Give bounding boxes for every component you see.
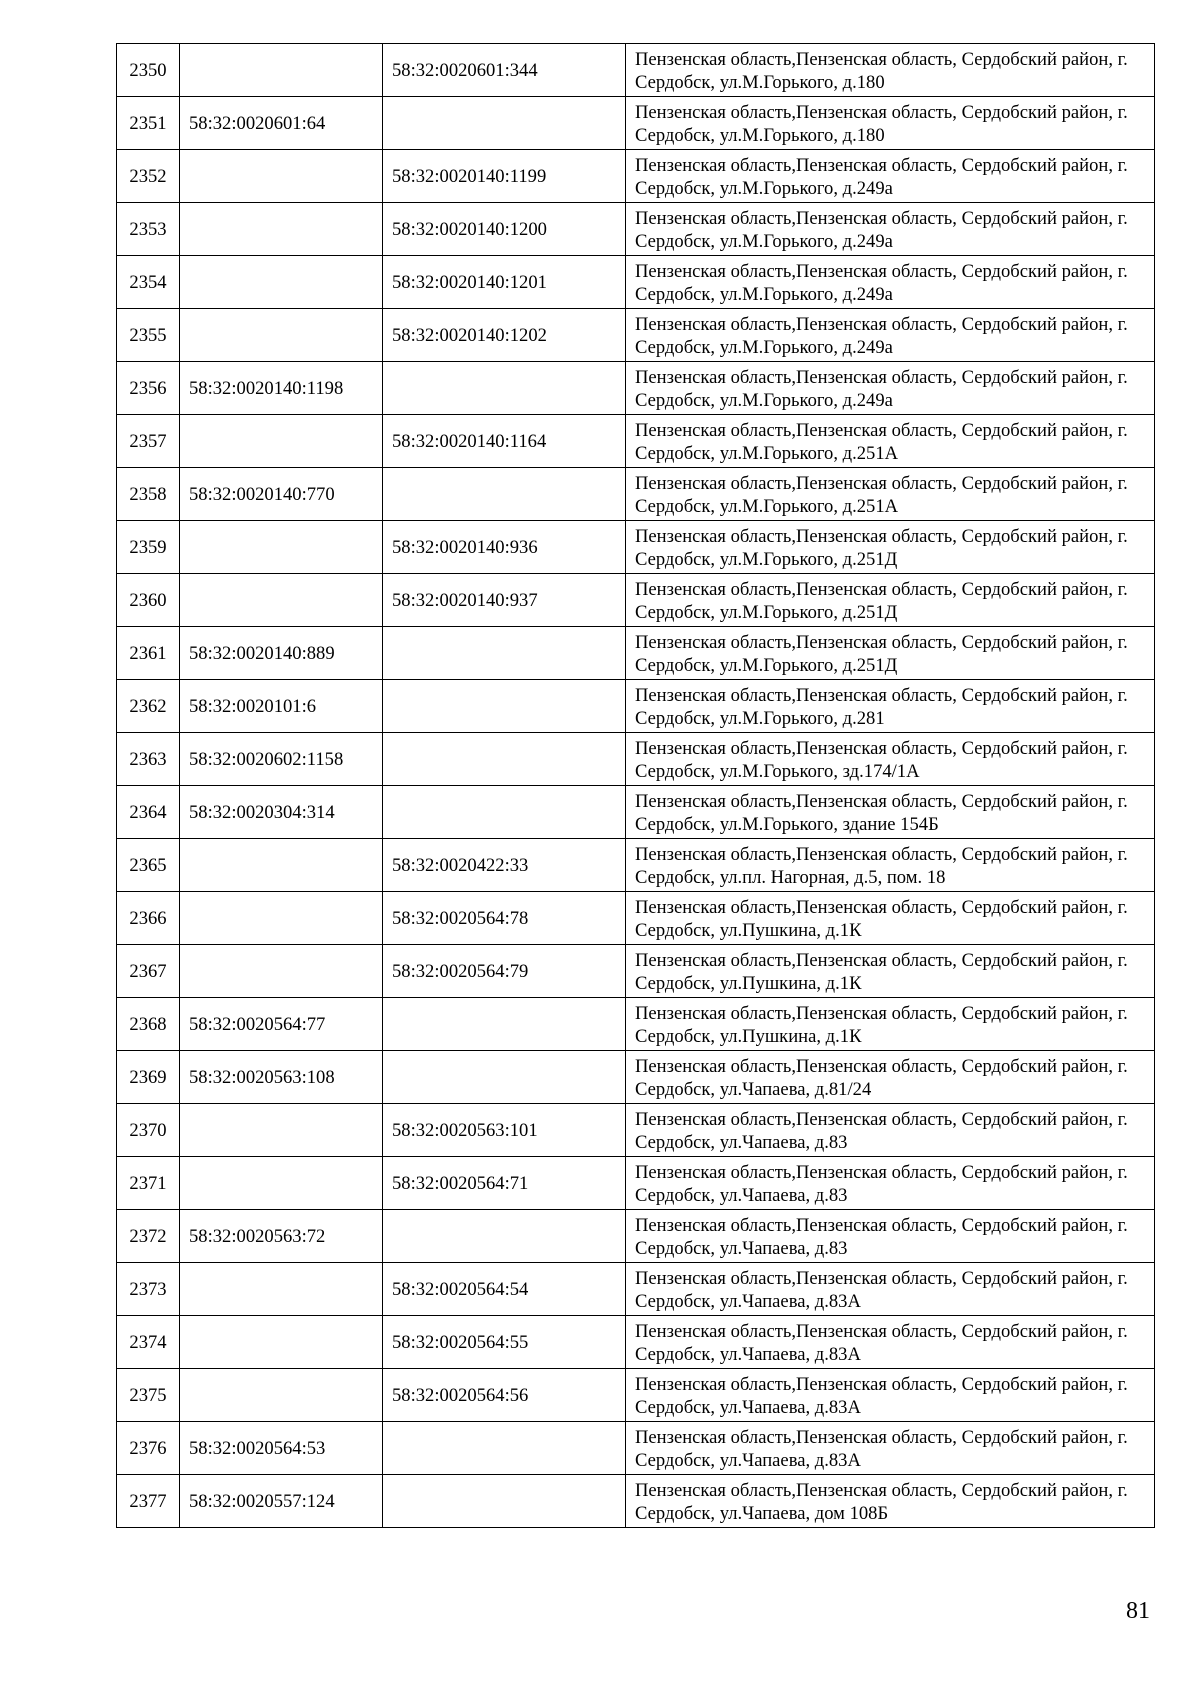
parcel-cadastral-number-cell: 58:32:0020304:314 <box>180 786 383 839</box>
parcel-cadastral-number-cell: 58:32:0020602:1158 <box>180 733 383 786</box>
object-cadastral-number-cell: 58:32:0020564:54 <box>383 1263 626 1316</box>
address-cell: Пензенская область,Пензенская область, Сердобский район, г. Сердобск, ул.Чапаева, д.81/24 <box>626 1051 1155 1104</box>
row-number-cell: 2372 <box>117 1210 180 1263</box>
row-number-cell: 2369 <box>117 1051 180 1104</box>
row-number-cell: 2351 <box>117 97 180 150</box>
object-cadastral-number-cell <box>383 627 626 680</box>
row-number-cell: 2358 <box>117 468 180 521</box>
object-cadastral-number-cell: 58:32:0020140:1201 <box>383 256 626 309</box>
property-registry-table <box>116 43 1155 1528</box>
table-row <box>117 574 1155 627</box>
table-row <box>117 839 1155 892</box>
object-cadastral-number-cell: 58:32:0020564:56 <box>383 1369 626 1422</box>
address-cell: Пензенская область,Пензенская область, Сердобский район, г. Сердобск, ул.Чапаева, д.83А <box>626 1369 1155 1422</box>
object-cadastral-number-cell <box>383 1422 626 1475</box>
address-cell: Пензенская область,Пензенская область, Сердобский район, г. Сердобск, ул.М.Горького, д.249а <box>626 150 1155 203</box>
table-row <box>117 733 1155 786</box>
object-cadastral-number-cell: 58:32:0020563:101 <box>383 1104 626 1157</box>
parcel-cadastral-number-cell <box>180 256 383 309</box>
table-row <box>117 256 1155 309</box>
address-cell: Пензенская область,Пензенская область, Сердобский район, г. Сердобск, ул.М.Горького, зд.174/1А <box>626 733 1155 786</box>
address-cell: Пензенская область,Пензенская область, Сердобский район, г. Сердобск, ул.Пушкина, д.1К <box>626 892 1155 945</box>
address-cell: Пензенская область,Пензенская область, Сердобский район, г. Сердобск, ул.М.Горького, д.249а <box>626 203 1155 256</box>
address-cell: Пензенская область,Пензенская область, Сердобский район, г. Сердобск, ул.Чапаева, д.83А <box>626 1422 1155 1475</box>
table-row <box>117 309 1155 362</box>
address-cell: Пензенская область,Пензенская область, Сердобский район, г. Сердобск, ул.Чапаева, д.83А <box>626 1316 1155 1369</box>
row-number-cell: 2362 <box>117 680 180 733</box>
object-cadastral-number-cell <box>383 786 626 839</box>
row-number-cell: 2376 <box>117 1422 180 1475</box>
row-number-cell: 2361 <box>117 627 180 680</box>
parcel-cadastral-number-cell <box>180 203 383 256</box>
object-cadastral-number-cell <box>383 680 626 733</box>
row-number-cell: 2359 <box>117 521 180 574</box>
address-cell: Пензенская область,Пензенская область, Сердобский район, г. Сердобск, ул.М.Горького, д.249а <box>626 362 1155 415</box>
address-cell: Пензенская область,Пензенская область, Сердобский район, г. Сердобск, ул.Пушкина, д.1К <box>626 945 1155 998</box>
address-cell: Пензенская область,Пензенская область, Сердобский район, г. Сердобск, ул.М.Горького, здание 154Б <box>626 786 1155 839</box>
table-row <box>117 998 1155 1051</box>
table-row <box>117 786 1155 839</box>
row-number-cell: 2373 <box>117 1263 180 1316</box>
parcel-cadastral-number-cell <box>180 1157 383 1210</box>
row-number-cell: 2357 <box>117 415 180 468</box>
table-row <box>117 680 1155 733</box>
object-cadastral-number-cell: 58:32:0020564:78 <box>383 892 626 945</box>
object-cadastral-number-cell <box>383 1051 626 1104</box>
row-number-cell: 2353 <box>117 203 180 256</box>
row-number-cell: 2354 <box>117 256 180 309</box>
row-number-cell: 2364 <box>117 786 180 839</box>
parcel-cadastral-number-cell <box>180 945 383 998</box>
table-row <box>117 1316 1155 1369</box>
object-cadastral-number-cell <box>383 97 626 150</box>
object-cadastral-number-cell: 58:32:0020140:937 <box>383 574 626 627</box>
object-cadastral-number-cell: 58:32:0020601:344 <box>383 44 626 97</box>
object-cadastral-number-cell: 58:32:0020140:1200 <box>383 203 626 256</box>
object-cadastral-number-cell <box>383 1475 626 1528</box>
row-number-cell: 2360 <box>117 574 180 627</box>
object-cadastral-number-cell <box>383 362 626 415</box>
parcel-cadastral-number-cell: 58:32:0020557:124 <box>180 1475 383 1528</box>
table-row <box>117 468 1155 521</box>
row-number-cell: 2368 <box>117 998 180 1051</box>
table-row <box>117 1210 1155 1263</box>
table-row <box>117 97 1155 150</box>
parcel-cadastral-number-cell <box>180 839 383 892</box>
row-number-cell: 2367 <box>117 945 180 998</box>
row-number-cell: 2371 <box>117 1157 180 1210</box>
table-row <box>117 1157 1155 1210</box>
row-number-cell: 2355 <box>117 309 180 362</box>
parcel-cadastral-number-cell <box>180 309 383 362</box>
parcel-cadastral-number-cell: 58:32:0020563:72 <box>180 1210 383 1263</box>
table-row <box>117 521 1155 574</box>
address-cell: Пензенская область,Пензенская область, Сердобский район, г. Сердобск, ул.М.Горького, д.251Д <box>626 627 1155 680</box>
object-cadastral-number-cell: 58:32:0020140:1199 <box>383 150 626 203</box>
parcel-cadastral-number-cell: 58:32:0020564:77 <box>180 998 383 1051</box>
row-number-cell: 2377 <box>117 1475 180 1528</box>
row-number-cell: 2365 <box>117 839 180 892</box>
address-cell: Пензенская область,Пензенская область, Сердобский район, г. Сердобск, ул.Пушкина, д.1К <box>626 998 1155 1051</box>
parcel-cadastral-number-cell <box>180 521 383 574</box>
object-cadastral-number-cell: 58:32:0020140:936 <box>383 521 626 574</box>
registry-table-body <box>117 44 1155 1528</box>
table-row <box>117 362 1155 415</box>
table-row <box>117 1475 1155 1528</box>
address-cell: Пензенская область,Пензенская область, Сердобский район, г. Сердобск, ул.Чапаева, д.83 <box>626 1104 1155 1157</box>
object-cadastral-number-cell: 58:32:0020564:55 <box>383 1316 626 1369</box>
row-number-cell: 2375 <box>117 1369 180 1422</box>
parcel-cadastral-number-cell: 58:32:0020140:1198 <box>180 362 383 415</box>
table-row <box>117 1104 1155 1157</box>
object-cadastral-number-cell: 58:32:0020140:1202 <box>383 309 626 362</box>
parcel-cadastral-number-cell <box>180 1263 383 1316</box>
table-row <box>117 1369 1155 1422</box>
row-number-cell: 2366 <box>117 892 180 945</box>
parcel-cadastral-number-cell <box>180 1104 383 1157</box>
parcel-cadastral-number-cell <box>180 150 383 203</box>
parcel-cadastral-number-cell: 58:32:0020101:6 <box>180 680 383 733</box>
parcel-cadastral-number-cell <box>180 1369 383 1422</box>
table-row <box>117 150 1155 203</box>
parcel-cadastral-number-cell <box>180 1316 383 1369</box>
parcel-cadastral-number-cell: 58:32:0020140:770 <box>180 468 383 521</box>
row-number-cell: 2374 <box>117 1316 180 1369</box>
table-row <box>117 627 1155 680</box>
row-number-cell: 2350 <box>117 44 180 97</box>
parcel-cadastral-number-cell: 58:32:0020563:108 <box>180 1051 383 1104</box>
parcel-cadastral-number-cell <box>180 44 383 97</box>
object-cadastral-number-cell: 58:32:0020564:79 <box>383 945 626 998</box>
address-cell: Пензенская область,Пензенская область, Сердобский район, г. Сердобск, ул.М.Горького, д.180 <box>626 44 1155 97</box>
object-cadastral-number-cell <box>383 468 626 521</box>
address-cell: Пензенская область,Пензенская область, Сердобский район, г. Сердобск, ул.Чапаева, д.83 <box>626 1210 1155 1263</box>
table-row <box>117 892 1155 945</box>
object-cadastral-number-cell: 58:32:0020140:1164 <box>383 415 626 468</box>
table-row <box>117 1263 1155 1316</box>
object-cadastral-number-cell <box>383 1210 626 1263</box>
parcel-cadastral-number-cell: 58:32:0020140:889 <box>180 627 383 680</box>
table-row <box>117 1051 1155 1104</box>
object-cadastral-number-cell <box>383 998 626 1051</box>
table-row <box>117 44 1155 97</box>
parcel-cadastral-number-cell <box>180 574 383 627</box>
table-row <box>117 415 1155 468</box>
page-number: 81 <box>1126 1598 1150 1624</box>
address-cell: Пензенская область,Пензенская область, Сердобский район, г. Сердобск, ул.пл. Нагорная, д.5, пом. 18 <box>626 839 1155 892</box>
parcel-cadastral-number-cell <box>180 892 383 945</box>
table-row <box>117 203 1155 256</box>
parcel-cadastral-number-cell: 58:32:0020564:53 <box>180 1422 383 1475</box>
parcel-cadastral-number-cell <box>180 415 383 468</box>
address-cell: Пензенская область,Пензенская область, Сердобский район, г. Сердобск, ул.М.Горького, д.251А <box>626 415 1155 468</box>
address-cell: Пензенская область,Пензенская область, Сердобский район, г. Сердобск, ул.М.Горького, д.281 <box>626 680 1155 733</box>
object-cadastral-number-cell: 58:32:0020564:71 <box>383 1157 626 1210</box>
object-cadastral-number-cell <box>383 733 626 786</box>
table-row <box>117 945 1155 998</box>
address-cell: Пензенская область,Пензенская область, Сердобский район, г. Сердобск, ул.М.Горького, д.249а <box>626 309 1155 362</box>
address-cell: Пензенская область,Пензенская область, Сердобский район, г. Сердобск, ул.М.Горького, д.180 <box>626 97 1155 150</box>
address-cell: Пензенская область,Пензенская область, Сердобский район, г. Сердобск, ул.Чапаева, д.83А <box>626 1263 1155 1316</box>
table-row <box>117 1422 1155 1475</box>
address-cell: Пензенская область,Пензенская область, Сердобский район, г. Сердобск, ул.М.Горького, д.249а <box>626 256 1155 309</box>
address-cell: Пензенская область,Пензенская область, Сердобский район, г. Сердобск, ул.М.Горького, д.251Д <box>626 574 1155 627</box>
row-number-cell: 2363 <box>117 733 180 786</box>
object-cadastral-number-cell: 58:32:0020422:33 <box>383 839 626 892</box>
address-cell: Пензенская область,Пензенская область, Сердобский район, г. Сердобск, ул.М.Горького, д.251Д <box>626 521 1155 574</box>
address-cell: Пензенская область,Пензенская область, Сердобский район, г. Сердобск, ул.Чапаева, д.83 <box>626 1157 1155 1210</box>
address-cell: Пензенская область,Пензенская область, Сердобский район, г. Сердобск, ул.М.Горького, д.251А <box>626 468 1155 521</box>
row-number-cell: 2370 <box>117 1104 180 1157</box>
row-number-cell: 2356 <box>117 362 180 415</box>
parcel-cadastral-number-cell: 58:32:0020601:64 <box>180 97 383 150</box>
address-cell: Пензенская область,Пензенская область, Сердобский район, г. Сердобск, ул.Чапаева, дом 108Б <box>626 1475 1155 1528</box>
row-number-cell: 2352 <box>117 150 180 203</box>
